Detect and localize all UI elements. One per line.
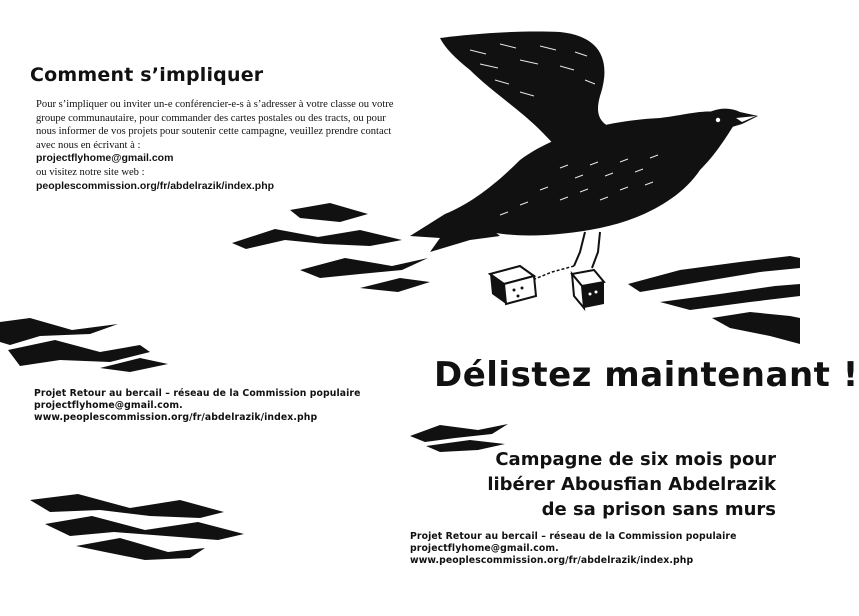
org-email: projectflyhome@gmail.com.	[410, 543, 559, 554]
org-name: Projet Retour au bercail – réseau de la Commission populaire	[34, 388, 361, 399]
subheadline-line-1: Campagne de six mois pour	[495, 449, 776, 470]
headline: Délistez maintenant !	[434, 355, 859, 395]
brush-strokes-lower-left	[30, 494, 244, 560]
brush-strokes-center	[232, 203, 430, 292]
cube-left	[490, 266, 536, 304]
org-website: www.peoplescommission.org/fr/abdelrazik/index.php	[410, 555, 694, 566]
section-body	[36, 98, 401, 193]
section-title: Comment s’impliquer	[30, 64, 264, 86]
contact-block-right	[410, 531, 737, 567]
subheadline-line-3: de sa prison sans murs	[541, 499, 776, 520]
org-email: projectflyhome@gmail.com.	[34, 400, 183, 411]
subheadline-line-2: libérer Abousfian Abdelrazik	[487, 474, 776, 495]
org-website: www.peoplescommission.org/fr/abdelrazik/index.php	[34, 412, 318, 423]
crow-illustration	[410, 31, 758, 280]
subheadline	[480, 447, 776, 522]
website-intro: ou visitez notre site web :	[36, 166, 145, 178]
org-name: Projet Retour au bercail – réseau de la Commission populaire	[410, 531, 737, 542]
contact-block-left	[34, 388, 361, 424]
cube-right	[572, 270, 604, 308]
body-paragraph: Pour s’impliquer ou inviter un-e conférencier-e-s à s’adresser à votre classe ou votre groupe communautaire, pour commander des cartes postales ou des tracts, ou pour nous informer de vos projets pour soutenir cette campagne, veuillez prendre contact avec nous en écrivant à :	[36, 99, 394, 151]
brush-strokes-right	[628, 256, 800, 344]
contact-email: projectflyhome@gmail.com	[36, 152, 174, 165]
brush-strokes-left	[0, 318, 168, 372]
website-link: peoplescommission.org/fr/abdelrazik/index.php	[36, 179, 275, 192]
